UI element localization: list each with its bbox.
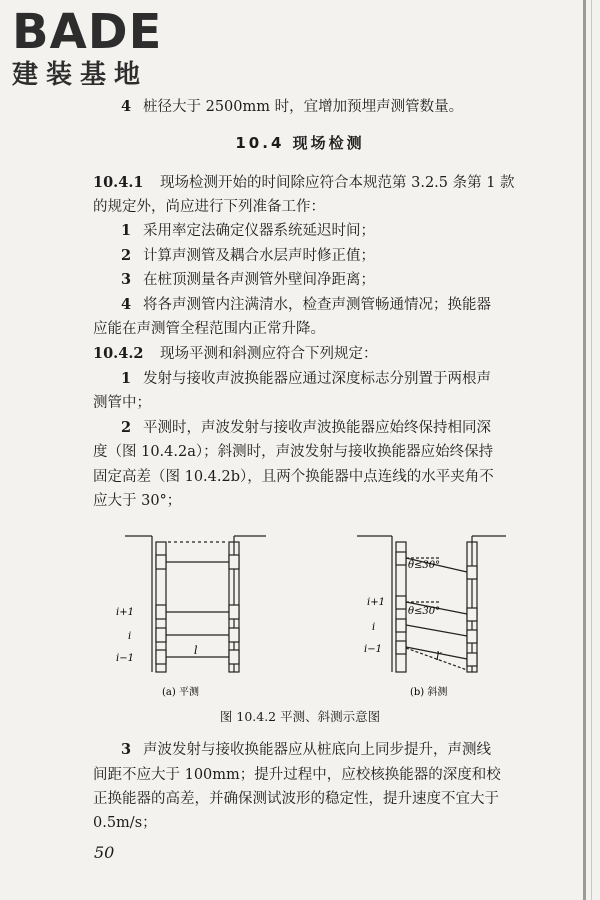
a-label-i: i	[128, 631, 132, 642]
brand-logo	[12, 6, 162, 90]
c1-item4-number: 4	[121, 296, 132, 313]
c1-item1-number: 1	[121, 222, 132, 239]
c2-item3-line-3: 正换能器的高差，并确保测试波形的稳定性，提升速度不宜大于	[93, 791, 499, 807]
c1-item2-text: 计算声测管及耦合水层声时修正值；	[143, 248, 375, 264]
c1-item2-number: 2	[121, 247, 132, 264]
b-label-i-plus: i+1	[367, 597, 385, 608]
measurement-diagram	[116, 522, 520, 707]
b-probe-right-i	[467, 630, 477, 643]
b-probe-right-i-plus	[467, 608, 477, 621]
c2-item2-number: 2	[121, 419, 132, 436]
item4-top-text: 桩径大于 2500mm 时，宜增加预埋声测管数量。	[143, 99, 464, 115]
section-title: 10.4 现场检测	[235, 134, 365, 152]
a-probe-left-i-minus	[156, 650, 166, 664]
c2-item2-line-4: 应大于 30°；	[93, 493, 182, 509]
c2-item3-line-4: 0.5m/s；	[93, 815, 157, 831]
item4-top-number: 4	[121, 98, 132, 115]
a-label-i-minus: i−1	[116, 653, 134, 664]
a-probe-right-i-minus	[229, 650, 239, 664]
b-probe-left-top	[396, 552, 406, 565]
c2-item3-number: 3	[121, 741, 132, 758]
a-label-l: l	[194, 644, 198, 657]
clause-1-line-1: 现场检测开始的时间除应符合本规范第 3.2.5 条第 1 款	[160, 175, 515, 191]
clause-1-number: 10.4.1	[93, 174, 144, 191]
b-label-lprime: l′	[436, 650, 443, 663]
c2-item1-line-1: 发射与接收声波换能器应通过深度标志分别置于两根声	[143, 371, 491, 387]
c2-item3-line-2: 间距不应大于 100mm；提升过程中，应校核换能器的深度和校	[93, 767, 501, 783]
page-number: 50	[94, 843, 115, 862]
a-probe-right-i	[229, 628, 239, 642]
c2-item3-line-1: 声波发射与接收换能器应从桩底向上同步提升，声测线	[143, 742, 491, 758]
a-probe-left-i	[156, 628, 166, 642]
b-probe-left-i	[396, 619, 406, 632]
figure-caption: 图 10.4.2 平测、斜测示意图	[219, 709, 381, 724]
clause-2-text: 现场平测和斜测应符合下列规定：	[160, 346, 378, 362]
c1-item1-text: 采用率定法确定仪器系统延迟时间；	[143, 223, 375, 239]
b-label-i: i	[372, 622, 376, 633]
c1-item4-line-1: 将各声测管内注满清水，检查声测管畅通情况；换能器	[143, 297, 491, 313]
b-probe-right-top	[467, 566, 477, 579]
figure-a-label: (a) 平测	[162, 687, 199, 698]
b-probe-left-i-plus	[396, 596, 406, 609]
c2-item2-line-3: 固定高差（图 10.4.2b），且两个换能器中点连线的水平夹角不	[93, 469, 494, 485]
a-probe-left-i-plus	[156, 605, 166, 619]
b-probe-right-i-minus	[467, 653, 477, 666]
figure-b-label: (b) 斜测	[410, 687, 448, 698]
a-probe-right-i-plus	[229, 605, 239, 619]
a-label-i-plus: i+1	[116, 607, 134, 618]
b-probe-left-i-minus	[396, 641, 406, 654]
b-angle-label-top: θ≤30°	[408, 560, 441, 571]
b-label-i-minus: i−1	[364, 644, 382, 655]
a-probe-left-top	[156, 555, 166, 569]
clause-2-number: 10.4.2	[93, 345, 144, 362]
c2-item1-number: 1	[121, 370, 132, 387]
b-angle-label-i-plus: θ≤30°	[408, 606, 441, 617]
c1-item3-text: 在桩顶测量各声测管外壁间净距离；	[143, 272, 375, 288]
figure-10-4-2	[116, 522, 520, 711]
c2-item2-line-2: 度（图 10.4.2a）；斜测时，声波发射与接收换能器应始终保持	[93, 444, 494, 460]
a-probe-right-top	[229, 555, 239, 569]
c1-item4-line-2: 应能在声测管全程范围内正常升降。	[93, 321, 325, 337]
logo-subtitle: 建装基地	[12, 60, 149, 90]
clause-1-line-2: 的规定外，尚应进行下列准备工作：	[93, 199, 325, 215]
b-path-i	[406, 625, 467, 636]
c2-item1-line-2: 测管中；	[93, 395, 151, 411]
c2-item2-line-1: 平测时，声波发射与接收声波换能器应始终保持相同深	[143, 420, 491, 436]
logo-brand: BADE	[12, 4, 163, 60]
c1-item3-number: 3	[121, 271, 132, 288]
